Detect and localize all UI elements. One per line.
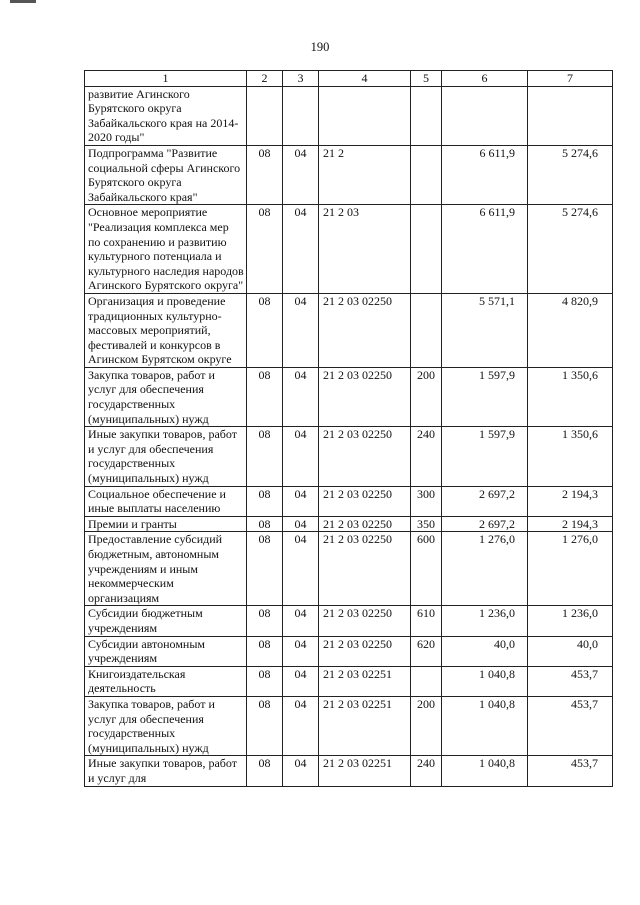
- table-row: [85, 486, 613, 516]
- table-row: [85, 86, 613, 145]
- section-code-cell: 08: [247, 293, 283, 367]
- amount-year2-cell: 5 274,6: [528, 145, 613, 204]
- amount-year1-cell: 40,0: [442, 636, 528, 666]
- column-header: 6: [442, 71, 528, 87]
- table-row: [85, 205, 613, 294]
- amount-year1-cell: 5 571,1: [442, 293, 528, 367]
- amount-year2-cell: 40,0: [528, 636, 613, 666]
- target-article-cell: 21 2 03 02250: [319, 367, 411, 426]
- row-name-cell: Организация и проведение традиционных культурно-массовых мероприятий, фестивалей и конкурсов в Агинском Бурятском округе: [85, 293, 247, 367]
- section-code-cell: 08: [247, 427, 283, 486]
- row-name-cell: Основное мероприятие "Реализация комплекса мер по сохранению и развитию культурного потенциала и культурного наследия народов Агинского Бурятского округа": [85, 205, 247, 294]
- expense-type-cell: 600: [411, 532, 442, 606]
- target-article-cell: 21 2 03 02250: [319, 636, 411, 666]
- subsection-code-cell: 04: [283, 666, 319, 696]
- amount-year2-cell: 1 350,6: [528, 427, 613, 486]
- expense-type-cell: 200: [411, 696, 442, 755]
- scan-corner-mark: [10, 0, 36, 3]
- target-article-cell: 21 2 03 02251: [319, 696, 411, 755]
- target-article-cell: 21 2 03 02250: [319, 486, 411, 516]
- section-code-cell: 08: [247, 756, 283, 786]
- target-article-cell: 21 2 03 02251: [319, 756, 411, 786]
- target-article-cell: 21 2 03 02250: [319, 606, 411, 636]
- amount-year1-cell: 2 697,2: [442, 516, 528, 532]
- section-code-cell: 08: [247, 145, 283, 204]
- row-name-cell: Иные закупки товаров, работ и услуг для: [85, 756, 247, 786]
- row-name-cell: Субсидии бюджетным учреждениям: [85, 606, 247, 636]
- column-header: 5: [411, 71, 442, 87]
- table-row: [85, 756, 613, 786]
- row-name-cell: Книгоиздательская деятельность: [85, 666, 247, 696]
- row-name-cell: Социальное обеспечение и иные выплаты населению: [85, 486, 247, 516]
- row-name-cell: Подпрограмма "Развитие социальной сферы Агинского Бурятского округа Забайкальского края": [85, 145, 247, 204]
- amount-year1-cell: 1 040,8: [442, 666, 528, 696]
- subsection-code-cell: 04: [283, 696, 319, 755]
- amount-year2-cell: 1 276,0: [528, 532, 613, 606]
- expense-type-cell: 200: [411, 367, 442, 426]
- column-header: 7: [528, 71, 613, 87]
- budget-table: [84, 70, 613, 787]
- table-row: [85, 367, 613, 426]
- amount-year2-cell: 453,7: [528, 756, 613, 786]
- target-article-cell: 21 2 03 02251: [319, 666, 411, 696]
- amount-year1-cell: 1 276,0: [442, 532, 528, 606]
- row-name-cell: развитие Агинского Бурятского округа Забайкальского края на 2014-2020 годы": [85, 86, 247, 145]
- column-header: 2: [247, 71, 283, 87]
- table-row: [85, 696, 613, 755]
- amount-year2-cell: 1 236,0: [528, 606, 613, 636]
- section-code-cell: [247, 86, 283, 145]
- expense-type-cell: [411, 666, 442, 696]
- row-name-cell: Премии и гранты: [85, 516, 247, 532]
- header-row: [85, 71, 613, 87]
- amount-year2-cell: 1 350,6: [528, 367, 613, 426]
- subsection-code-cell: 04: [283, 427, 319, 486]
- section-code-cell: 08: [247, 205, 283, 294]
- table-row: [85, 516, 613, 532]
- column-header: 1: [85, 71, 247, 87]
- amount-year1-cell: 1 236,0: [442, 606, 528, 636]
- expense-type-cell: [411, 293, 442, 367]
- table-row: [85, 636, 613, 666]
- expense-type-cell: 300: [411, 486, 442, 516]
- section-code-cell: 08: [247, 516, 283, 532]
- column-header: 3: [283, 71, 319, 87]
- target-article-cell: 21 2 03 02250: [319, 293, 411, 367]
- expense-type-cell: 610: [411, 606, 442, 636]
- row-name-cell: Закупка товаров, работ и услуг для обеспечения государственных (муниципальных) нужд: [85, 696, 247, 755]
- section-code-cell: 08: [247, 367, 283, 426]
- amount-year2-cell: 4 820,9: [528, 293, 613, 367]
- row-name-cell: Предоставление субсидий бюджетным, автономным учреждениям и иным некоммерческим организациям: [85, 532, 247, 606]
- row-name-cell: Закупка товаров, работ и услуг для обеспечения государственных (муниципальных) нужд: [85, 367, 247, 426]
- amount-year1-cell: 1 597,9: [442, 367, 528, 426]
- table-row: [85, 532, 613, 606]
- table-body: [85, 86, 613, 786]
- subsection-code-cell: 04: [283, 756, 319, 786]
- section-code-cell: 08: [247, 696, 283, 755]
- amount-year1-cell: 1 597,9: [442, 427, 528, 486]
- column-header: 4: [319, 71, 411, 87]
- section-code-cell: 08: [247, 606, 283, 636]
- table-row: [85, 293, 613, 367]
- subsection-code-cell: 04: [283, 486, 319, 516]
- amount-year1-cell: 1 040,8: [442, 756, 528, 786]
- subsection-code-cell: 04: [283, 367, 319, 426]
- expense-type-cell: 240: [411, 756, 442, 786]
- expense-type-cell: 350: [411, 516, 442, 532]
- amount-year2-cell: 453,7: [528, 696, 613, 755]
- target-article-cell: 21 2 03 02250: [319, 532, 411, 606]
- subsection-code-cell: 04: [283, 145, 319, 204]
- subsection-code-cell: 04: [283, 516, 319, 532]
- section-code-cell: 08: [247, 486, 283, 516]
- section-code-cell: 08: [247, 666, 283, 696]
- target-article-cell: 21 2 03: [319, 205, 411, 294]
- subsection-code-cell: 04: [283, 606, 319, 636]
- target-article-cell: 21 2 03 02250: [319, 516, 411, 532]
- subsection-code-cell: [283, 86, 319, 145]
- subsection-code-cell: 04: [283, 205, 319, 294]
- expense-type-cell: [411, 205, 442, 294]
- section-code-cell: 08: [247, 532, 283, 606]
- table-row: [85, 666, 613, 696]
- amount-year2-cell: 2 194,3: [528, 486, 613, 516]
- page-number: 190: [310, 40, 330, 54]
- amount-year1-cell: 6 611,9: [442, 205, 528, 294]
- table-row: [85, 145, 613, 204]
- amount-year2-cell: 2 194,3: [528, 516, 613, 532]
- expense-type-cell: 620: [411, 636, 442, 666]
- amount-year1-cell: [442, 86, 528, 145]
- amount-year2-cell: 5 274,6: [528, 205, 613, 294]
- subsection-code-cell: 04: [283, 293, 319, 367]
- amount-year2-cell: [528, 86, 613, 145]
- target-article-cell: 21 2 03 02250: [319, 427, 411, 486]
- expense-type-cell: [411, 86, 442, 145]
- target-article-cell: 21 2: [319, 145, 411, 204]
- section-code-cell: 08: [247, 636, 283, 666]
- row-name-cell: Иные закупки товаров, работ и услуг для обеспечения государственных (муниципальных) нужд: [85, 427, 247, 486]
- subsection-code-cell: 04: [283, 636, 319, 666]
- row-name-cell: Субсидии автономным учреждениям: [85, 636, 247, 666]
- amount-year1-cell: 1 040,8: [442, 696, 528, 755]
- amount-year2-cell: 453,7: [528, 666, 613, 696]
- amount-year1-cell: 2 697,2: [442, 486, 528, 516]
- amount-year1-cell: 6 611,9: [442, 145, 528, 204]
- table-row: [85, 427, 613, 486]
- subsection-code-cell: 04: [283, 532, 319, 606]
- expense-type-cell: [411, 145, 442, 204]
- table-row: [85, 606, 613, 636]
- target-article-cell: [319, 86, 411, 145]
- expense-type-cell: 240: [411, 427, 442, 486]
